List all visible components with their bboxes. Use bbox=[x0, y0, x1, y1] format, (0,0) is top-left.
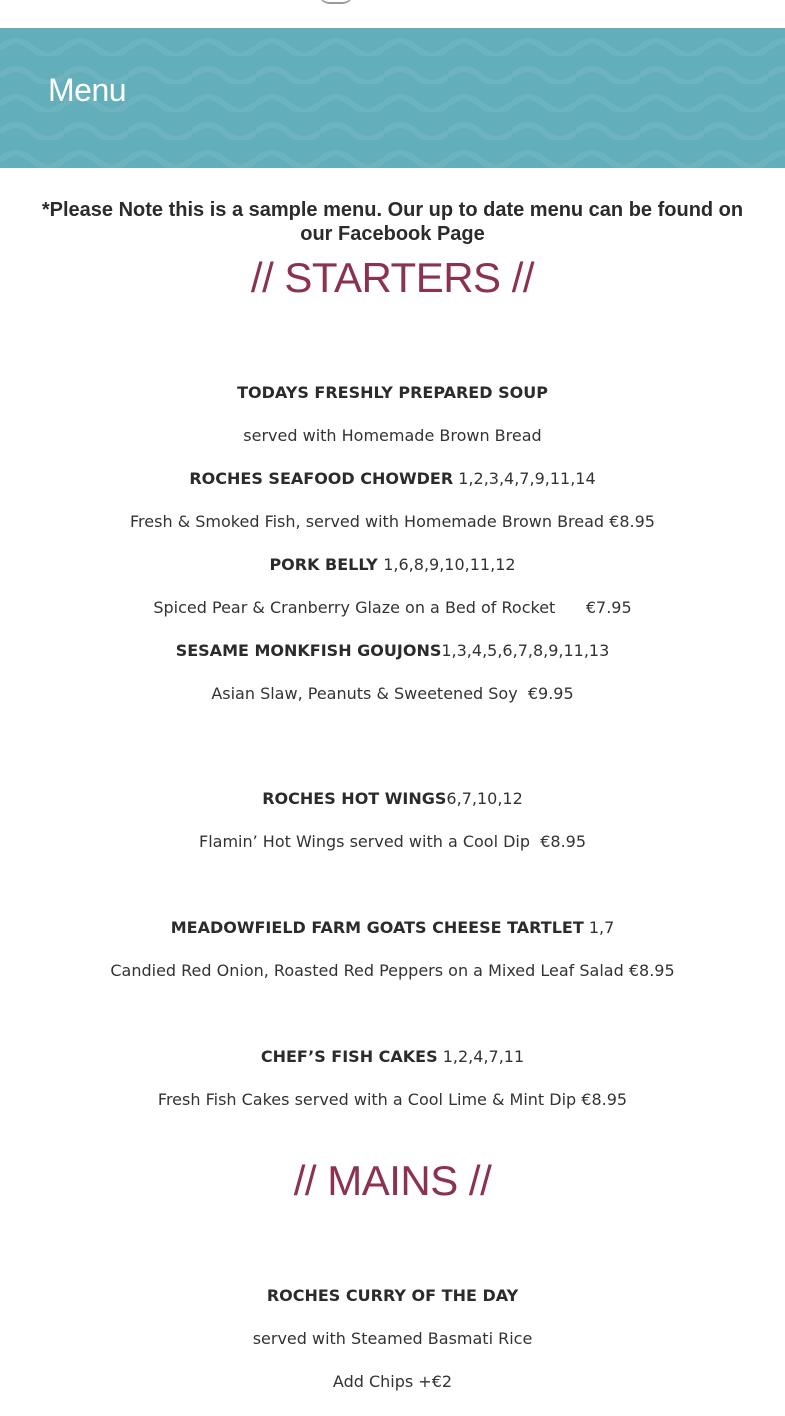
section-title-starters: // STARTERS // bbox=[250, 254, 535, 301]
item-name: ROCHES CURRY OF THE DAY bbox=[266, 1286, 519, 1305]
menu-item-name bbox=[0, 1047, 785, 1067]
item-name: PORK BELLY bbox=[269, 555, 384, 574]
item-allergens: 1,7 bbox=[583, 918, 615, 937]
section-title-mains: // MAINS // bbox=[293, 1157, 492, 1204]
item-name: ROCHES HOT WINGS bbox=[262, 789, 447, 808]
menu-item-description: Fresh & Smoked Fish, served with Homemade Brown Bread €8.95 bbox=[130, 512, 655, 531]
menu-item-description: Fresh Fish Cakes served with a Cool Lime & Mint Dip €8.95 bbox=[157, 1090, 628, 1109]
menu-item-name bbox=[0, 789, 785, 809]
menu-item-extra: Add Chips +€2 bbox=[332, 1372, 453, 1391]
item-allergens: 1,2,4,7,11 bbox=[437, 1047, 525, 1066]
menu-item-description: served with Homemade Brown Bread bbox=[243, 426, 542, 445]
menu-item-description: Asian Slaw, Peanuts & Sweetened Soy €9.95 bbox=[211, 684, 574, 703]
item-allergens: 6,7,10,12 bbox=[446, 789, 523, 808]
menu-item-description: served with Steamed Basmati Rice bbox=[252, 1329, 533, 1348]
menu-item-name bbox=[0, 918, 785, 938]
item-allergens: 1,3,4,5,6,7,8,9,11,13 bbox=[441, 641, 610, 660]
item-name: SESAME MONKFISH GOUJONS bbox=[175, 641, 442, 660]
page-title: Menu bbox=[48, 72, 127, 108]
item-name: ROCHES SEAFOOD CHOWDER bbox=[189, 469, 454, 488]
sample-menu-note: *Please Note this is a sample menu. Our up to date menu can be found on our Facebook Page bbox=[41, 199, 744, 245]
menu-item-name bbox=[0, 383, 785, 403]
item-allergens: 1,6,8,9,10,11,12 bbox=[383, 555, 516, 574]
top-bar bbox=[0, 0, 785, 28]
item-name: CHEF’S FISH CAKES bbox=[260, 1047, 438, 1066]
menu-item-description: Candied Red Onion, Roasted Red Peppers on a Mixed Leaf Salad €8.95 bbox=[110, 961, 675, 980]
menu-item-name bbox=[0, 555, 785, 575]
item-name: TODAYS FRESHLY PREPARED SOUP bbox=[237, 383, 548, 402]
menu-item-description: Flamin’ Hot Wings served with a Cool Dip €8.95 bbox=[198, 832, 587, 851]
menu-item-name bbox=[0, 1286, 785, 1306]
menu-item-name bbox=[0, 469, 785, 489]
logo[interactable] bbox=[318, 0, 354, 4]
menu-item-name bbox=[0, 641, 785, 661]
item-allergens: 1,2,3,4,7,9,11,14 bbox=[453, 469, 596, 488]
page-banner bbox=[0, 28, 785, 168]
item-name: MEADOWFIELD FARM GOATS CHEESE TARTLET bbox=[170, 918, 584, 937]
menu-item-description: Spiced Pear & Cranberry Glaze on a Bed of Rocket €7.95 bbox=[153, 598, 632, 617]
